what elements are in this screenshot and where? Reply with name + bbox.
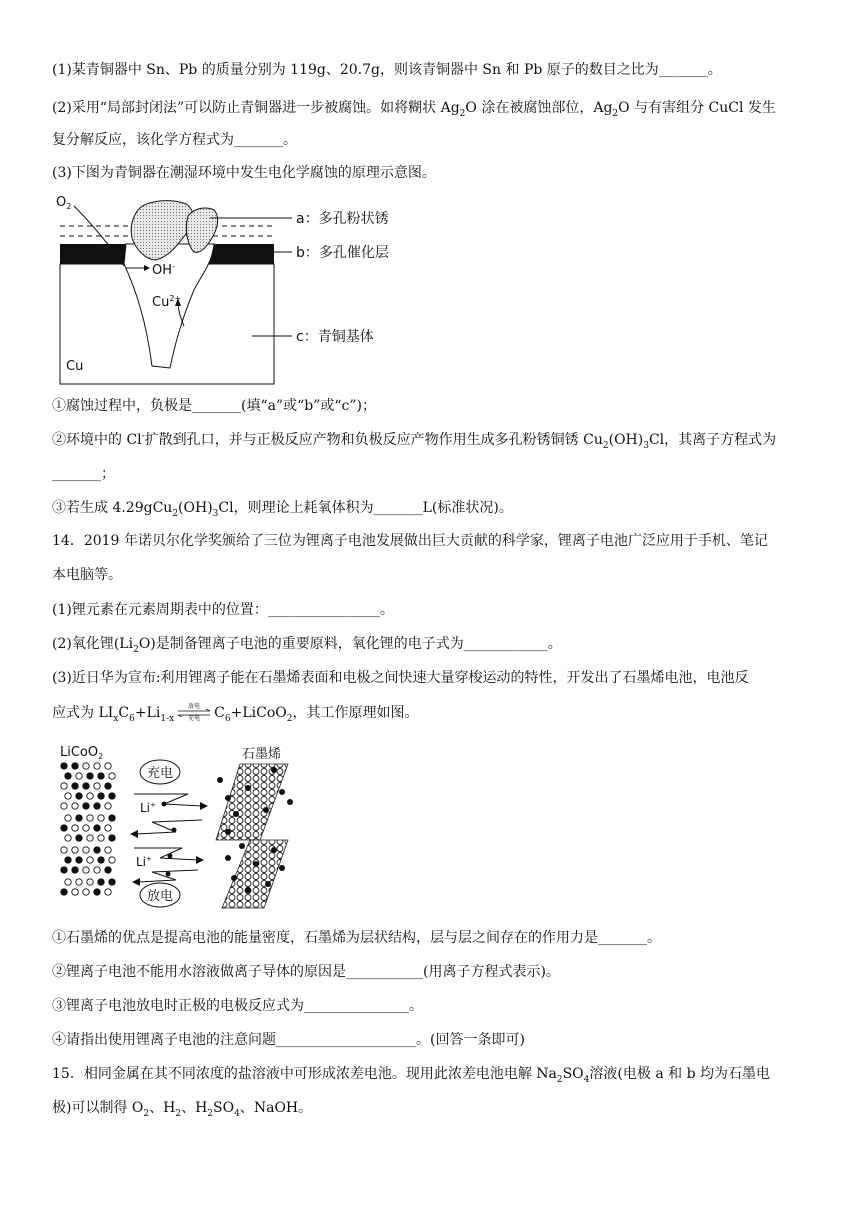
- licoo2-particle: [83, 825, 89, 831]
- li-ion-dot: [239, 843, 245, 849]
- licoo2-particle: [98, 857, 104, 863]
- q14-sub3: ③锂离子电池放电时正极的电极反应式为_______________。: [52, 998, 423, 1014]
- q15-line2: 极)可以制得 $O_2$、$H_2$、$H_2SO_4$、NaOH。: [52, 1100, 313, 1119]
- li-ion-dot: [271, 767, 277, 773]
- licoo2-particle: [76, 773, 82, 779]
- licoo2-particle: [65, 773, 71, 779]
- li-ion-dot: [225, 855, 231, 861]
- licoo2-particle: [98, 773, 104, 779]
- q14-sub2: ②锂离子电池不能用水溶液做离子导体的原因是___________(用离子方程式表示)。: [52, 964, 560, 980]
- q14-intro-line2: 本电脑等。: [52, 567, 122, 583]
- li-ion-dot: [231, 875, 237, 881]
- q13-part2-line2: 复分解反应，该化学方程式为_______。: [52, 132, 297, 148]
- li-ion-dot: [265, 881, 271, 887]
- licoo2-label: LiCoO$_2$: [60, 745, 104, 761]
- li-ion-dot: [287, 799, 293, 805]
- licoo2-particle: [72, 803, 78, 809]
- licoo2-particle: [65, 857, 71, 863]
- licoo2-particle: [87, 793, 93, 799]
- licoo2-particle: [94, 783, 100, 789]
- licoo2-particle: [109, 879, 115, 885]
- q13-sub1: ①腐蚀过程中，负极是_______(填“a”或“b”或“c”)；: [52, 398, 377, 414]
- graphene-battery-diagram: [52, 740, 322, 915]
- li-ion-dot: [217, 777, 223, 783]
- licoo2-particle: [76, 857, 82, 863]
- oh-label: OH-: [152, 262, 175, 278]
- licoo2-particle: [65, 815, 71, 821]
- cu-label: Cu: [66, 359, 84, 374]
- licoo2-particle: [61, 847, 67, 853]
- licoo2-particle: [61, 783, 67, 789]
- li-ion-dot: [225, 795, 231, 801]
- label-c: c：青铜基体: [296, 329, 374, 345]
- licoo2-particle: [98, 815, 104, 821]
- licoo2-particle: [83, 889, 89, 895]
- label-a: a：多孔粉状锈: [296, 211, 389, 227]
- li-ion-dot: [225, 829, 231, 835]
- corrosion-diagram: [52, 190, 412, 390]
- li-ion-label-bottom: Li+: [136, 855, 152, 869]
- q14-sub1: ①石墨烯的优点是提高电池的能量密度，石墨烯为层状结构，层与层之间存在的作用力是_______。: [52, 930, 661, 946]
- licoo2-particle: [83, 783, 89, 789]
- licoo2-particle: [72, 783, 78, 789]
- charge-label: 充电: [147, 766, 174, 781]
- licoo2-particle: [76, 835, 82, 841]
- li-ion-dot: [271, 847, 277, 853]
- licoo2-particle: [109, 793, 115, 799]
- q14-part3: (3)近日华为宣布:利用锂离子能在石墨烯表面和电极之间快速大量穿梭运动的特性，开发出了石墨烯电池，电池反: [52, 670, 749, 686]
- q13-part1: (1)某青铜器中 Sn、Pb 的质量分别为 119g、20.7g，则该青铜器中 Sn 和 Pb 原子的数目之比为_______。: [52, 62, 722, 78]
- licoo2-particle: [72, 867, 78, 873]
- licoo2-particle: [105, 783, 111, 789]
- q13-part3: (3)下图为青铜器在潮湿环境中发生电化学腐蚀的原理示意图。: [52, 165, 436, 181]
- o2-label: $O_2$: [56, 195, 72, 211]
- li-ion-dot: [245, 785, 251, 791]
- licoo2-particle: [83, 847, 89, 853]
- reversible-arrow: 放电 充电: [176, 704, 212, 722]
- graphene-sheet-upper: [216, 764, 288, 840]
- licoo2-electrode: [61, 763, 115, 895]
- licoo2-particle: [105, 803, 111, 809]
- q14-sub4: ④请指出使用锂离子电池的注意问题____________________。(回答一条即可): [52, 1032, 525, 1048]
- licoo2-particle: [61, 825, 67, 831]
- licoo2-particle: [61, 803, 67, 809]
- licoo2-particle: [65, 793, 71, 799]
- licoo2-particle: [65, 879, 71, 885]
- discharge-label: 放电: [147, 889, 174, 904]
- q15-line1: 15．相同金属在其不同浓度的盐溶液中可形成浓差电池。现用此浓差电池电解 $Na_2SO_4$溶液(电极 a 和 b 均为石墨电: [52, 1066, 770, 1085]
- licoo2-particle: [76, 879, 82, 885]
- q13-part2-line1: (2)采用“局部封闭法”可以防止青铜器进一步被腐蚀。如将糊状 $Ag_2O$ 涂在被腐蚀部位，$Ag_2O$ 与有害组分 CuCl 发生: [52, 100, 776, 119]
- licoo2-particle: [61, 763, 67, 769]
- graphene-label: 石墨烯: [242, 747, 282, 762]
- licoo2-particle: [83, 763, 89, 769]
- q13-sub2-line1: ②环境中的 Cl-扩散到孔口，并与正极反应产物和负极反应产物作用生成多孔粉锈铜锈 $Cu_2(OH)_3Cl$，其离子方程式为: [52, 431, 777, 451]
- q13-sub2-line2: _______；: [52, 466, 115, 482]
- licoo2-particle: [94, 763, 100, 769]
- graphene-sheet-lower: [222, 840, 288, 908]
- licoo2-particle: [98, 793, 104, 799]
- licoo2-particle: [98, 879, 104, 885]
- licoo2-particle: [83, 867, 89, 873]
- licoo2-particle: [105, 847, 111, 853]
- li-ion-dot: [263, 807, 269, 813]
- licoo2-particle: [76, 815, 82, 821]
- licoo2-particle: [83, 803, 89, 809]
- licoo2-particle: [105, 763, 111, 769]
- q14-part3-equation: 应式为 $LI_xC_6+Li_{1-x}$ 放电 充电 $C_6+LiCoO_2$，其工作原理如图。: [52, 703, 419, 724]
- li-ion-dot: [279, 789, 285, 795]
- licoo2-particle: [87, 815, 93, 821]
- licoo2-particle: [72, 763, 78, 769]
- li-ion-label-top: Li+: [140, 801, 156, 815]
- licoo2-particle: [94, 803, 100, 809]
- label-b: b：多孔催化层: [296, 245, 389, 261]
- licoo2-particle: [105, 867, 111, 873]
- licoo2-particle: [65, 835, 71, 841]
- q14-part1: (1)锂元素在元素周期表中的位置：________________。: [52, 602, 394, 618]
- licoo2-particle: [94, 847, 100, 853]
- licoo2-particle: [76, 793, 82, 799]
- licoo2-particle: [105, 889, 111, 895]
- licoo2-particle: [109, 835, 115, 841]
- licoo2-particle: [105, 825, 111, 831]
- cu2-label: $Cu^{2+}$: [152, 294, 182, 310]
- licoo2-particle: [109, 773, 115, 779]
- li-ion-dot: [245, 887, 251, 893]
- li-ion-dot: [233, 811, 239, 817]
- li-ion-dot: [279, 865, 285, 871]
- q14-intro: 14．2019 年诺贝尔化学奖颁给了三位为锂离子电池发展做出巨大贡献的科学家，锂离子电池广泛应用于手机、笔记: [52, 533, 768, 549]
- q13-sub3: ③若生成 $4.29gCu_2(OH)_3Cl$，则理论上耗氧体积为_______L(标准状况)。: [52, 500, 513, 519]
- licoo2-particle: [94, 867, 100, 873]
- licoo2-particle: [87, 879, 93, 885]
- licoo2-particle: [61, 889, 67, 895]
- licoo2-particle: [61, 867, 67, 873]
- licoo2-particle: [109, 815, 115, 821]
- licoo2-particle: [87, 857, 93, 863]
- licoo2-particle: [72, 825, 78, 831]
- licoo2-particle: [87, 773, 93, 779]
- li-ion-dot: [253, 861, 259, 867]
- licoo2-particle: [98, 835, 104, 841]
- licoo2-particle: [94, 889, 100, 895]
- licoo2-particle: [87, 835, 93, 841]
- q14-part2: (2)氧化锂$(Li_2O)$是制备锂离子电池的重要原料，氧化锂的电子式为____________。: [52, 636, 562, 655]
- licoo2-particle: [72, 847, 78, 853]
- licoo2-particle: [109, 857, 115, 863]
- licoo2-particle: [94, 825, 100, 831]
- licoo2-particle: [72, 889, 78, 895]
